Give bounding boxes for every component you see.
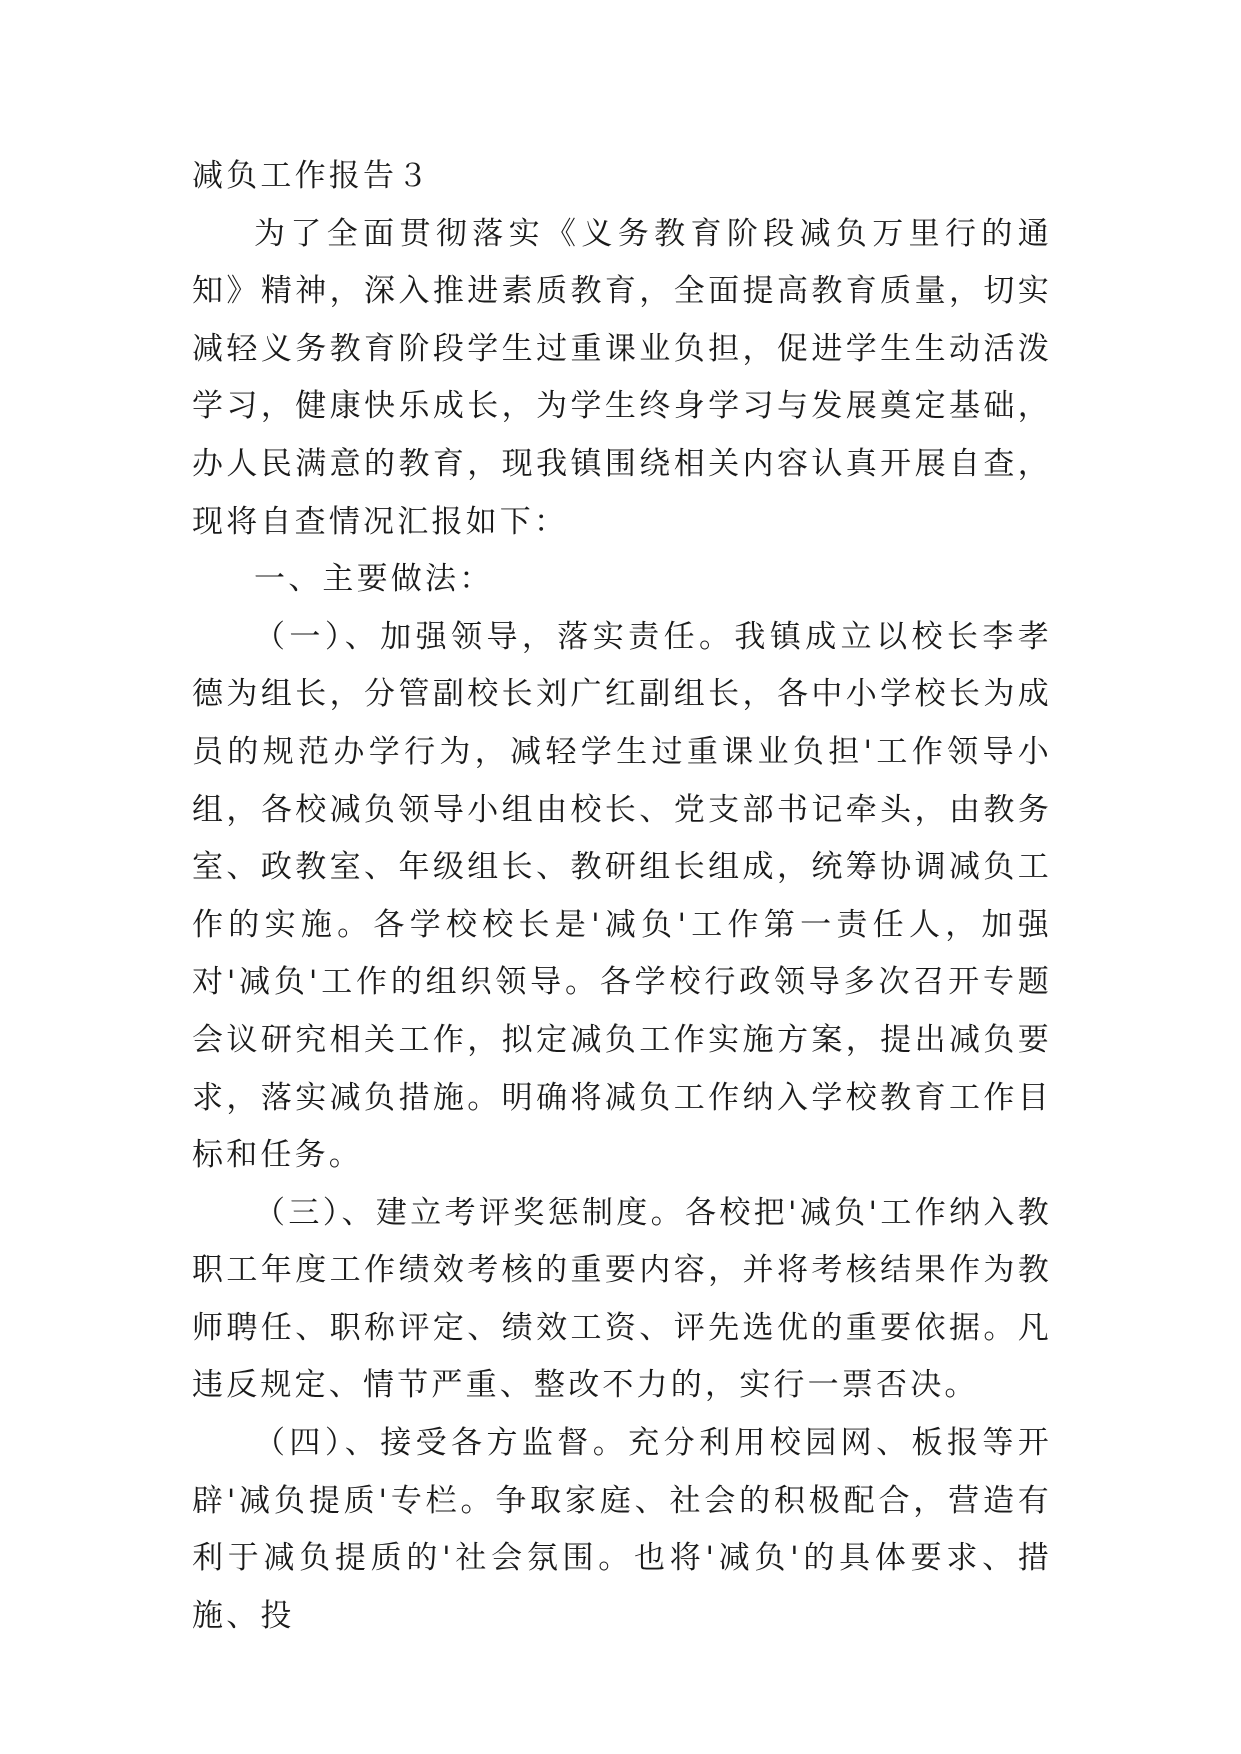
paragraph-intro: 为了全面贯彻落实《义务教育阶段减负万里行的通知》精神，深入推进素质教育，全面提高教育质量，切实减轻义务教育阶段学生过重课业负担，促进学生生动活泼学习，健康快乐成长，为学生终身学习与发展奠定基础，办人民满意的教育，现我镇围绕相关内容认真开展自查，现将自查情况汇报如下： [192,215,1052,540]
paragraph-evaluation-system: （三）、建立考评奖惩制度。各校把'减负'工作纳入教职工年度工作绩效考核的重要内容，并将考核结果作为教师聘任、职称评定、绩效工资、评先选优的重要依据。凡违反规定、情节严重、整改不力的，实行一票否决。 [192,1194,1052,1404]
section-heading-main-practices: 一、主要做法： [254,561,494,598]
document-body [192,148,1052,1645]
paragraph-leadership: （一）、加强领导，落实责任。我镇成立以校长李孝德为组长，分管副校长刘广红副组长，各中小学校长为成员的规范办学行为，减轻学生过重课业负担'工作领导小组，各校减负领导小组由校长、党支部书记牵头，由教务室、政教室、年级组长、教研组长组成，统筹协调减负工作的实施。各学校校长是'减负'工作第一责任人，加强对'减负'工作的组织领导。各学校行政领导多次召开专题会议研究相关工作，拟定减负工作实施方案，提出减负要求，落实减负措施。明确将减负工作纳入学校教育工作目标和任务。 [192,618,1052,1174]
document-title: 减负工作报告３ [192,158,432,194]
paragraph-supervision: （四）、接受各方监督。充分利用校园网、板报等开辟'减负提质'专栏。争取家庭、社会的积极配合，营造有利于减负提质的'社会氛围。也将'减负'的具体要求、措施、投 [192,1425,1052,1634]
